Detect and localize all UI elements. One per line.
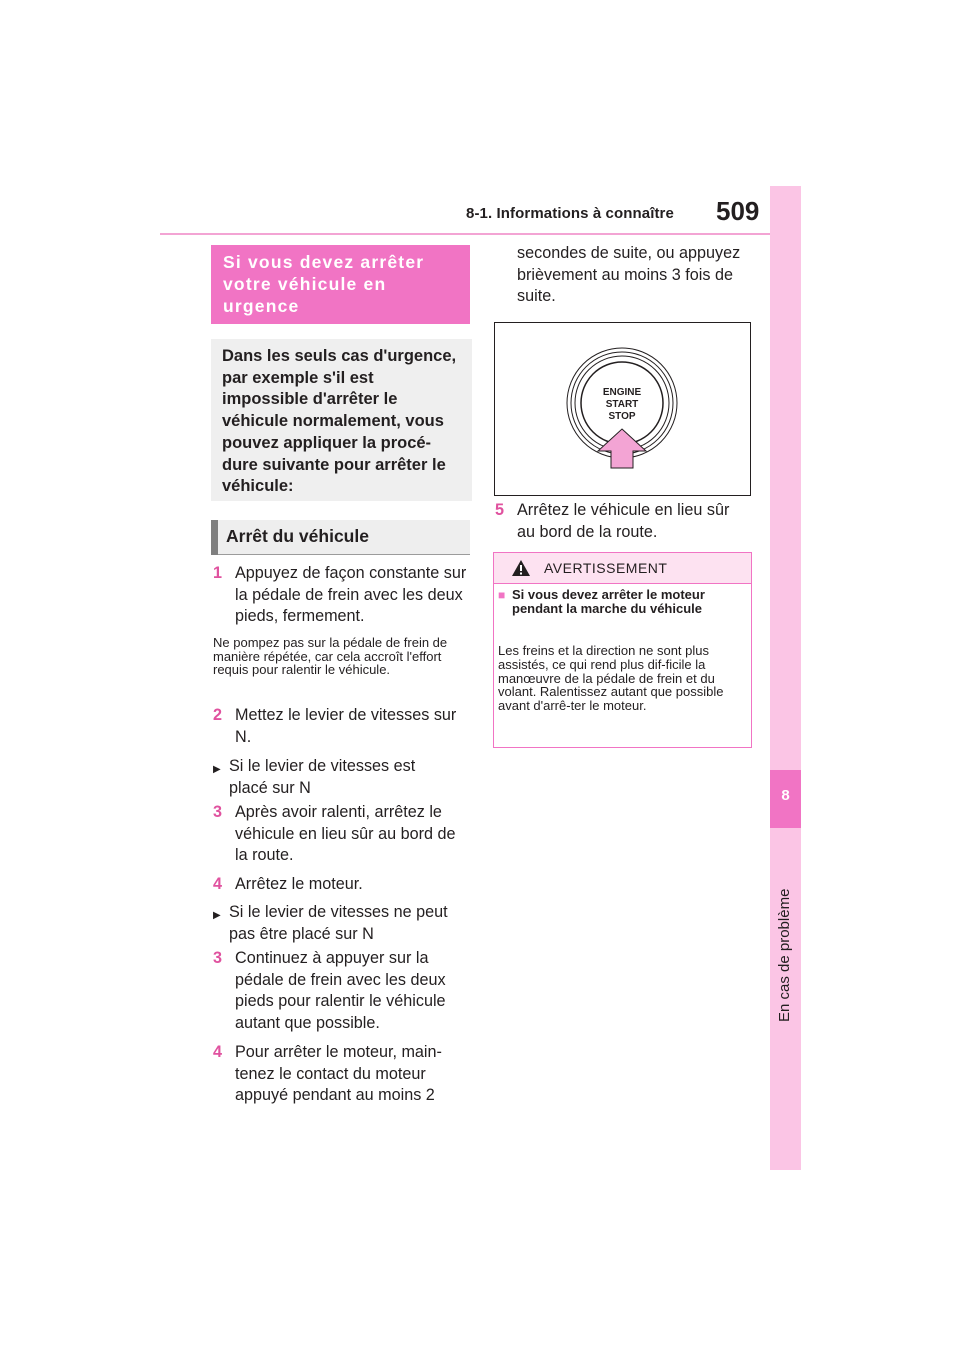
chapter-side-tab (770, 186, 801, 1170)
step-text: Après avoir ralenti, arrêtez le véhicule en lieu sûr au bord de la route. (235, 803, 456, 864)
note-text: Ne pompez pas sur la pédale de frein de manière répétée, car cela accroît l'effort requis pour ralentir le véhicule. (213, 635, 448, 677)
step-number: 1 (213, 564, 223, 582)
square-bullet-icon: ■ (498, 588, 506, 602)
step-text: Continuez à appuyer sur la pédale de frein avec les deux pieds pour ralentir le véhicule autant que possible. (235, 949, 446, 1032)
subheading-text: Arrêt du véhicule (226, 526, 369, 546)
chapter-number: 8 (781, 787, 790, 804)
warning-body: Les freins et la direction ne sont plus assistés, ce qui rend plus dif-ficile la manœuvre de la pédale de frein et du volant. Ralentissez autant que possible avant d'arrê-ter le moteur. (498, 643, 724, 714)
button-label-line3: STOP (608, 411, 636, 422)
step-3b (213, 948, 469, 1036)
step-number: 2 (213, 706, 223, 724)
step-3a (213, 802, 469, 868)
warning-header (494, 553, 751, 584)
step-text: Arrêtez le véhicule en lieu sûr au bord de la route. (517, 501, 730, 541)
warning-subtitle-text: Si vous devez arrêter le moteur pendant la marche du véhicule (512, 587, 705, 616)
bullet-arrow-icon: ▶ (213, 910, 221, 921)
step-text: secondes de suite, ou appuyez brièvement au moins 3 fois de suite. (517, 244, 741, 305)
step-5 (495, 500, 751, 544)
button-label-line2: START (605, 399, 639, 410)
step-2 (213, 705, 469, 749)
step-text: Mettez le levier de vitesses sur N. (235, 706, 457, 746)
engine-start-stop-button-illustration (495, 323, 750, 495)
warning-title: AVERTISSEMENT (544, 560, 668, 576)
bullet-arrow-icon: ▶ (213, 764, 221, 775)
step-number: 4 (213, 875, 223, 893)
warning-triangle-icon (511, 559, 531, 577)
section-title: Si vous devez arrêter votre véhicule en urgence (223, 252, 425, 316)
warning-box (493, 552, 752, 748)
condition-bullet-a (213, 756, 453, 800)
step-4b (213, 1042, 469, 1108)
chapter-title-vertical: En cas de problème (776, 888, 793, 1022)
engine-button-figure (494, 322, 751, 496)
condition-bullet-b (213, 902, 453, 946)
step-number: 4 (213, 1043, 223, 1061)
step-text: Appuyez de façon constante sur la pédale de frein avec les deux pieds, fermement. (235, 564, 467, 625)
section-title-box (211, 245, 470, 324)
intro-box (211, 339, 472, 501)
intro-text: Dans les seuls cas d'urgence, par exemple s'il est impossible d'arrêter le véhicule normalement, vous pouvez appliquer la procé-dure suivante pour arrêter le véhicule: (222, 347, 457, 496)
step-4b-continued (495, 243, 743, 309)
header-rule (160, 233, 770, 235)
subheading-box (211, 520, 470, 555)
step-4a (213, 874, 469, 896)
bullet-text: Si le levier de vitesses est placé sur N (229, 757, 416, 797)
step-number: 3 (213, 949, 223, 967)
page-number: 509 (716, 196, 760, 226)
step-number: 5 (495, 501, 505, 519)
bullet-text: Si le levier de vitesses ne peut pas être placé sur N (229, 903, 448, 943)
running-header-section: 8-1. Informations à connaître (466, 205, 674, 222)
button-label-line1: ENGINE (602, 387, 642, 398)
step-number: 3 (213, 803, 223, 821)
step-text: Pour arrêter le moteur, main-tenez le contact du moteur appuyé pendant au moins 2 (235, 1043, 442, 1104)
step-text: Arrêtez le moteur. (235, 875, 363, 893)
step-1 (213, 563, 469, 629)
subheading-bar (211, 520, 218, 555)
